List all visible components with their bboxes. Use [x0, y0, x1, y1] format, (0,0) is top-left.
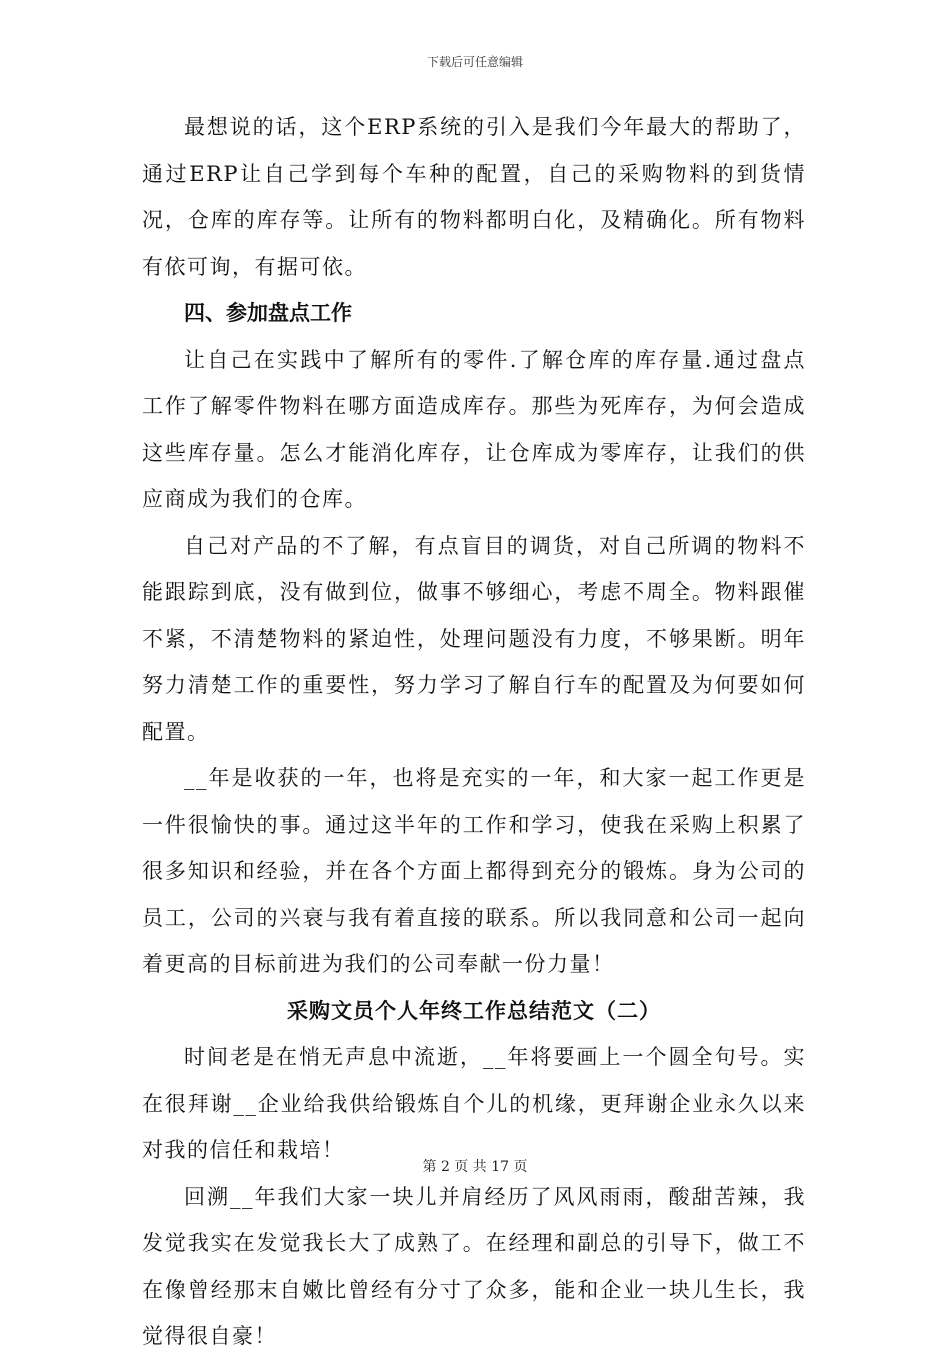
paragraph-harvest-year: __年是收获的一年，也将是充实的一年，和大家一起工作更是一件很愉快的事。通过这半年的工作和学习，使我在采购上积累了很多知识和经验，并在各个方面上都得到充分的锻炼。身为公司的员工，公司的兴衰与我有着直接的联系。所以我同意和公司一起向着更高的目标前进为我们的公司奉献一份力量！ [142, 766, 806, 976]
paragraph-shortcomings: 自己对产品的不了解，有点盲目的调货，对自己所调的物料不能跟踪到底，没有做到位，做事不够细心，考虑不周全。物料跟催不紧，不清楚物料的紧迫性，处理问题没有力度，不够果断。明年努力清楚工作的重要性，努力学习了解自行车的配置及为何要如何配置。 [142, 533, 806, 744]
paragraph-inventory: 让自己在实践中了解所有的零件.了解仓库的库存量.通过盘点工作了解零件物料在哪方面造成库存。那些为死库存，为何会造成这些库存量。怎么才能消化库存，让仓库成为零库存，让我们的供应商成为我们的仓库。 [142, 347, 806, 511]
paragraph-time-passes: 时间老是在悄无声息中流逝，__年将要画上一个圆全句号。实在很拜谢__企业给我供给锻炼自个儿的机缘，更拜谢企业永久以来对我的信任和栽培！ [142, 1045, 806, 1162]
section-heading-inventory: 四、参加盘点工作 [184, 300, 352, 325]
paragraph-retrospect: 回溯__年我们大家一块儿并肩经历了风风雨雨，酸甜苦辣，我发觉我实在发觉我长大了成熟了。在经理和副总的引导下，做工不在像曾经那末自嫩比曾经有分寸了众多，能和企业一块儿生长，我觉得很自豪！ [142, 1184, 806, 1348]
document-title-part-two: 采购文员个人年终工作总结范文（二） [287, 997, 661, 1023]
page-header: 下载后可任意编辑 [426, 55, 523, 69]
page-number: 第 2 页 共 17 页 [422, 1159, 528, 1175]
paragraph-erp: 最想说的话，这个ERP系统的引入是我们今年最大的帮助了，通过ERP让自己学到每个车种的配置，自己的采购物料的到货情况，仓库的库存等。让所有的物料都明白化，及精确化。所有物料有依可询，有据可依。 [142, 115, 806, 279]
